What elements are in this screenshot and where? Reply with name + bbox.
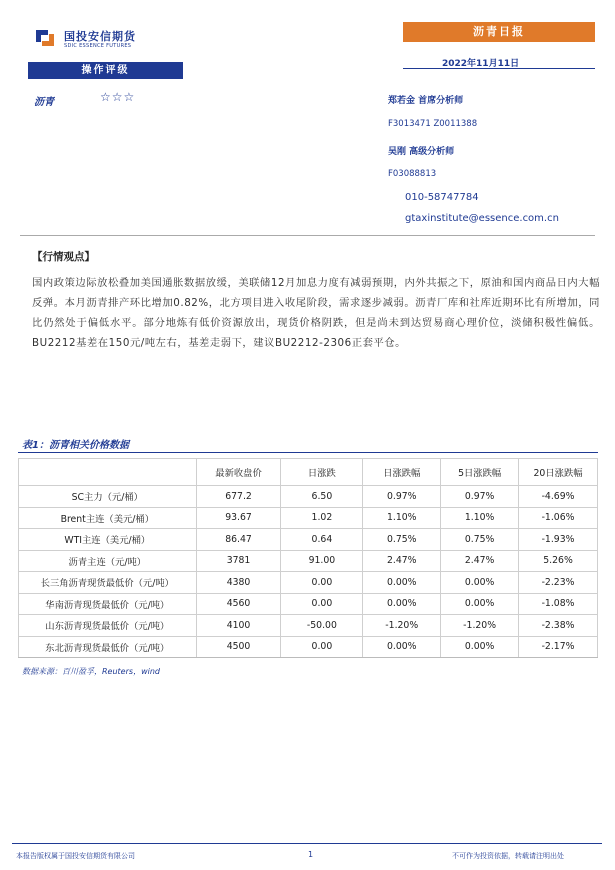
header-cell: 20日涨跌幅 [519,459,598,486]
value-cell: 4380 [196,572,281,594]
value-cell: -4.69% [519,486,598,508]
value-cell: 0.00% [363,572,441,594]
value-cell: 0.00 [281,593,363,615]
rating-stars: ☆☆☆ [100,90,136,104]
table-row [19,572,598,594]
row-label-cell: 华南沥青现货最低价（元/吨） [19,593,197,615]
value-cell: 5.26% [519,550,598,572]
value-cell: -1.20% [441,615,519,637]
value-cell: 2.47% [441,550,519,572]
value-cell: 1.10% [363,507,441,529]
value-cell: -1.93% [519,529,598,551]
footer-disclaimer: 不可作为投资依据，转载请注明出处 [452,852,564,860]
value-cell: 677.2 [196,486,281,508]
table-row [19,615,598,637]
report-type-badge: 沥青日报 [403,22,595,42]
value-cell: 93.67 [196,507,281,529]
section-title: 【行情观点】 [32,251,95,263]
row-label-cell: 沥青主连（元/吨） [19,550,197,572]
value-cell: 0.75% [441,529,519,551]
table-row [19,550,598,572]
table-title: 表1：沥青相关价格数据 [22,440,129,451]
value-cell: 1.10% [441,507,519,529]
market-view-paragraph: 国内政策边际放松叠加美国通胀数据放缓，美联储12月加息力度有减弱预期，内外共振之下，原油和国内商品日内大幅反弹。本月沥青排产环比增加0.82%，北方项目进入收尾阶段，需求逐步减弱。沥青厂库和社库近期环比有所增加，同比仍然处于偏低水平。部分地炼有低价资源放出，现货价格阴跌，但是尚未到达贸易商心理价位，淡储积极性偏低。BU2212基差在150元/吨左右，基差走弱下，建议BU2212-2306正套平仓。 [32,277,600,349]
header-cell: 日涨跌幅 [363,459,441,486]
analyst-2-title: 吴刚 高级分析师 [388,147,455,157]
date-underline [403,68,595,69]
value-cell: -1.20% [363,615,441,637]
header-cell: 5日涨跌幅 [441,459,519,486]
value-cell: 0.00 [281,636,363,658]
value-cell: 0.64 [281,529,363,551]
company-name-en: SDIC ESSENCE FUTURES [64,43,132,49]
value-cell: 4500 [196,636,281,658]
value-cell: 0.75% [363,529,441,551]
table-row [19,636,598,658]
company-logo-icon [34,28,56,48]
contact-email[interactable]: gtaxinstitute@essence.com.cn [405,213,559,224]
value-cell: -2.38% [519,615,598,637]
header-divider [20,235,595,236]
table-row [19,593,598,615]
value-cell: 0.00 [281,572,363,594]
value-cell: 91.00 [281,550,363,572]
footer-copyright: 本报告版权属于国投安信期货有限公司 [16,852,135,860]
value-cell: 0.00% [441,636,519,658]
value-cell: -50.00 [281,615,363,637]
contact-phone: 010-58747784 [405,192,479,203]
value-cell: 4560 [196,593,281,615]
footer-divider [12,843,602,844]
page-number: 1 [308,850,314,859]
row-label-cell: 长三角沥青现货最低价（元/吨） [19,572,197,594]
row-label-cell: Brent主连（美元/桶） [19,507,197,529]
header-cell: 最新收盘价 [196,459,281,486]
header-cell [19,459,197,486]
value-cell: 2.47% [363,550,441,572]
value-cell: -2.17% [519,636,598,658]
data-source: 数据来源：百川盈孚，Reuters，wind [22,667,160,676]
analyst-1-cert: F3013471 Z0011388 [388,119,478,129]
value-cell: 0.97% [363,486,441,508]
header-cell: 日涨跌 [281,459,363,486]
row-label-cell: 东北沥青现货最低价（元/吨） [19,636,197,658]
value-cell: -1.08% [519,593,598,615]
row-label-cell: SC主力（元/桶） [19,486,197,508]
table-row [19,507,598,529]
value-cell: 0.00% [363,636,441,658]
analyst-2-cert: F03088813 [388,169,437,179]
company-name-cn: 国投安信期货 [64,30,136,43]
value-cell: 86.47 [196,529,281,551]
row-label-cell: WTI主连（美元/桶） [19,529,197,551]
table-row [19,529,598,551]
table-title-rule [18,452,598,453]
row-label-cell: 山东沥青现货最低价（元/吨） [19,615,197,637]
value-cell: 0.00% [363,593,441,615]
value-cell: 1.02 [281,507,363,529]
rating-label-bar: 操作评级 [28,62,183,79]
source-rule [18,657,598,658]
table-header-row [19,459,598,486]
value-cell: -2.23% [519,572,598,594]
value-cell: 0.00% [441,572,519,594]
value-cell: -1.06% [519,507,598,529]
value-cell: 0.00% [441,593,519,615]
price-table [18,458,598,658]
analyst-1-title: 郑若金 首席分析师 [388,96,464,106]
value-cell: 4100 [196,615,281,637]
product-name: 沥青 [34,97,54,108]
table-row [19,486,598,508]
value-cell: 6.50 [281,486,363,508]
value-cell: 3781 [196,550,281,572]
report-date: 2022年11月11日 [442,59,520,69]
value-cell: 0.97% [441,486,519,508]
